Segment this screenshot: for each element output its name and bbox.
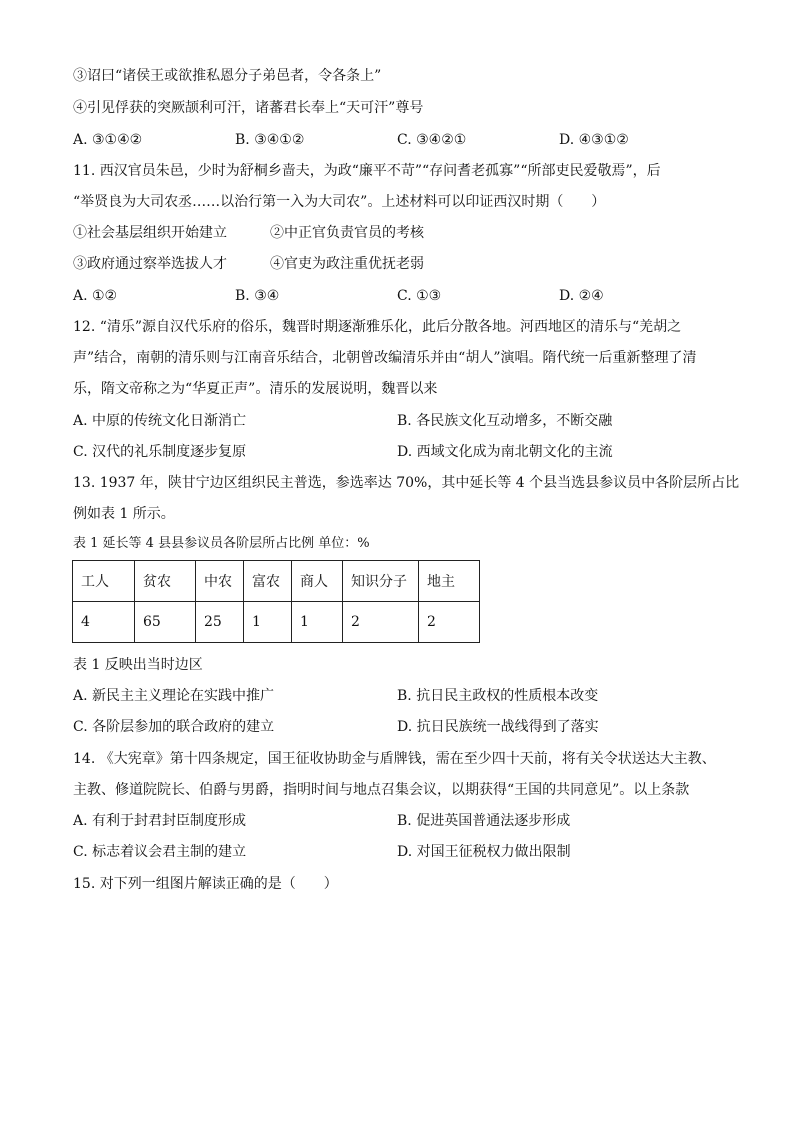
table-header-row [73,561,480,602]
q13-stem-line-2: 例如表 1 所示。 [73,506,175,522]
q11-option-b[interactable]: B. ③④ [235,288,280,304]
q13-option-d[interactable]: D. 抗日民族统一战线得到了落实 [397,719,599,735]
q12-stem-line-1: 12. “清乐”源自汉代乐府的俗乐，魏晋时期逐渐雅乐化，此后分散各地。河西地区的清乐与“羌胡之 [73,319,682,335]
q12-option-a[interactable]: A. 中原的传统文化日渐消亡 [73,413,247,429]
q14-stem-line-2: 主教、修道院院长、伯爵与男爵，指明时间与地点召集会议，以期获得“王国的共同意见”。以上条款 [73,782,690,798]
table-cell: 4 [73,602,135,643]
q11-stem-line-2: “举贤良为大司农丞……以治行第一入为大司农”。上述材料可以印证西汉时期（ ） [73,194,606,210]
q11-option-c[interactable]: C. ①③ [397,288,442,304]
q13-option-c[interactable]: C. 各阶层参加的联合政府的建立 [73,719,275,735]
q13-option-b[interactable]: B. 抗日民主政权的性质根本改变 [397,688,599,704]
table-header-cell: 中农 [196,561,244,602]
q10-option-a[interactable]: A. ③①④② [73,132,143,148]
q13-option-a[interactable]: A. 新民主主义理论在实践中推广 [73,688,275,704]
table-cell: 1 [292,602,343,643]
q11-item-1: ①社会基层组织开始建立 [73,225,227,241]
q10-option-c[interactable]: C. ③④②① [397,132,467,148]
q11-option-d[interactable]: D. ②④ [559,288,604,304]
table-cell: 1 [244,602,292,643]
q11-option-a[interactable]: A. ①② [73,288,118,304]
q13-table-note: 表 1 反映出当时边区 [73,657,203,673]
q12-option-c[interactable]: C. 汉代的礼乐制度逐步复原 [73,444,247,460]
table-cell: 25 [196,602,244,643]
q11-item-2: ②中正官负责官员的考核 [270,225,424,241]
q12-option-b[interactable]: B. 各民族文化互动增多，不断交融 [397,413,613,429]
table-header-cell: 工人 [73,561,135,602]
table-row [73,602,480,643]
q10-option-d[interactable]: D. ④③①② [559,132,629,148]
table-caption: 表 1 延长等 4 县县参议员各阶层所占比例 单位：% [73,536,370,551]
q11-stem-line-1: 11. 西汉官员朱邑，少时为舒桐乡啬夫，为政“廉平不苛”“存问耆老孤寡”“所部吏民爱敬焉”，后 [73,163,661,179]
class-ratio-table [72,560,480,643]
table-cell: 2 [419,602,480,643]
q14-option-b[interactable]: B. 促进英国普通法逐步形成 [397,813,571,829]
q15-stem: 15. 对下列一组图片解读正确的是（ ） [73,876,338,892]
table-cell: 65 [135,602,196,643]
q14-option-a[interactable]: A. 有利于封君封臣制度形成 [73,813,247,829]
table-header-cell: 富农 [244,561,292,602]
table-header-cell: 商人 [292,561,343,602]
q11-item-4: ④官吏为政注重优抚老弱 [270,256,424,272]
q11-item-3: ③政府通过察举选拔人才 [73,256,227,272]
q10-item-4: ④引见俘获的突厥颉利可汗，诸蕃君长奉上“天可汗”尊号 [73,100,424,116]
q12-option-d[interactable]: D. 西域文化成为南北朝文化的主流 [397,444,613,460]
table-cell: 2 [343,602,419,643]
q14-stem-line-1: 14. 《大宪章》第十四条规定，国王征收协助金与盾牌钱，需在至少四十天前，将有关令状送达大主教、 [73,751,716,767]
table-header-cell: 知识分子 [343,561,419,602]
q14-option-c[interactable]: C. 标志着议会君主制的建立 [73,844,247,860]
q13-stem-line-1: 13. 1937 年，陕甘宁边区组织民主普选，参选率达 70%，其中延长等 4 个县当选县参议员中各阶层所占比 [73,475,740,491]
table-header-cell: 地主 [419,561,480,602]
q14-option-d[interactable]: D. 对国王征税权力做出限制 [397,844,571,860]
q10-option-b[interactable]: B. ③④①② [235,132,305,148]
q12-stem-line-2: 声”结合，南朝的清乐则与江南音乐结合，北朝曾改编清乐并由“胡人”演唱。隋代统一后重新整理了清 [73,350,697,366]
q12-stem-line-3: 乐，隋文帝称之为“华夏正声”。清乐的发展说明，魏晋以来 [73,381,438,397]
table-header-cell: 贫农 [135,561,196,602]
q10-item-3: ③诏曰“诸侯王或欲推私恩分子弟邑者，令各条上” [73,68,382,84]
